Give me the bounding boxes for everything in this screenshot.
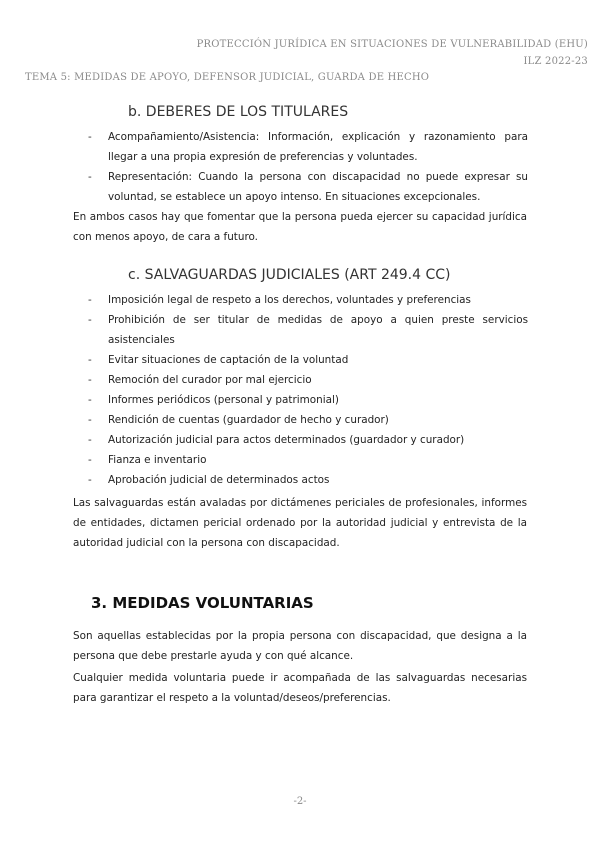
list-item: - Representación: Cuando la persona con discapacidad no puede expresar su voluntad, se establece un apoyo intenso. En situaciones excepcionales. — [88, 167, 528, 207]
section-b-list — [88, 127, 528, 207]
section-c-list — [88, 290, 528, 490]
section-3-title: 3. MEDIDAS VOLUNTARIAS — [91, 594, 314, 612]
header-course-code: ILZ 2022-23 — [523, 56, 588, 67]
header-course-title: PROTECCIÓN JURÍDICA EN SITUACIONES DE VULNERABILIDAD (EHU) — [196, 39, 588, 50]
list-item: - Prohibición de ser titular de medidas de apoyo a quien preste servicios asistenciales — [88, 310, 528, 350]
list-item: - Autorización judicial para actos determinados (guardador y curador) — [88, 430, 528, 450]
section-3-paragraph-1: Son aquellas establecidas por la propia persona con discapacidad, que designa a la persona que debe prestarle ayuda y con qué alcance. — [73, 630, 527, 662]
list-item: - Remoción del curador por mal ejercicio — [88, 370, 528, 390]
section-c-heading: c. SALVAGUARDAS JUDICIALES (ART 249.4 CC) — [128, 267, 451, 283]
list-item: - Aprobación judicial de determinados actos — [88, 470, 528, 490]
page-number: -2- — [293, 796, 307, 807]
header-topic: TEMA 5: MEDIDAS DE APOYO, DEFENSOR JUDICIAL, GUARDA DE HECHO — [25, 72, 430, 83]
list-item: - Fianza e inventario — [88, 450, 528, 470]
section-b-heading: b. DEBERES DE LOS TITULARES — [128, 104, 349, 120]
list-item: - Informes periódicos (personal y patrimonial) — [88, 390, 528, 410]
section-b-paragraph: En ambos casos hay que fomentar que la persona pueda ejercer su capacidad jurídica con menos apoyo, de cara a futuro. — [73, 211, 527, 243]
list-item: - Rendición de cuentas (guardador de hecho y curador) — [88, 410, 528, 430]
list-item: - Acompañamiento/Asistencia: Información, explicación y razonamiento para llegar a una propia expresión de preferencias y voluntades. — [88, 127, 528, 167]
section-c-paragraph: Las salvaguardas están avaladas por dictámenes periciales de profesionales, informes de entidades, dictamen pericial ordenado por la autoridad judicial y entrevista de la autoridad judicial con la persona con discapacidad. — [73, 497, 527, 549]
list-item: - Imposición legal de respeto a los derechos, voluntades y preferencias — [88, 290, 528, 310]
section-3-paragraph-2: Cualquier medida voluntaria puede ir acompañada de las salvaguardas necesarias para garantizar el respeto a la voluntad/deseos/preferencias. — [73, 672, 527, 704]
list-item: - Evitar situaciones de captación de la voluntad — [88, 350, 528, 370]
